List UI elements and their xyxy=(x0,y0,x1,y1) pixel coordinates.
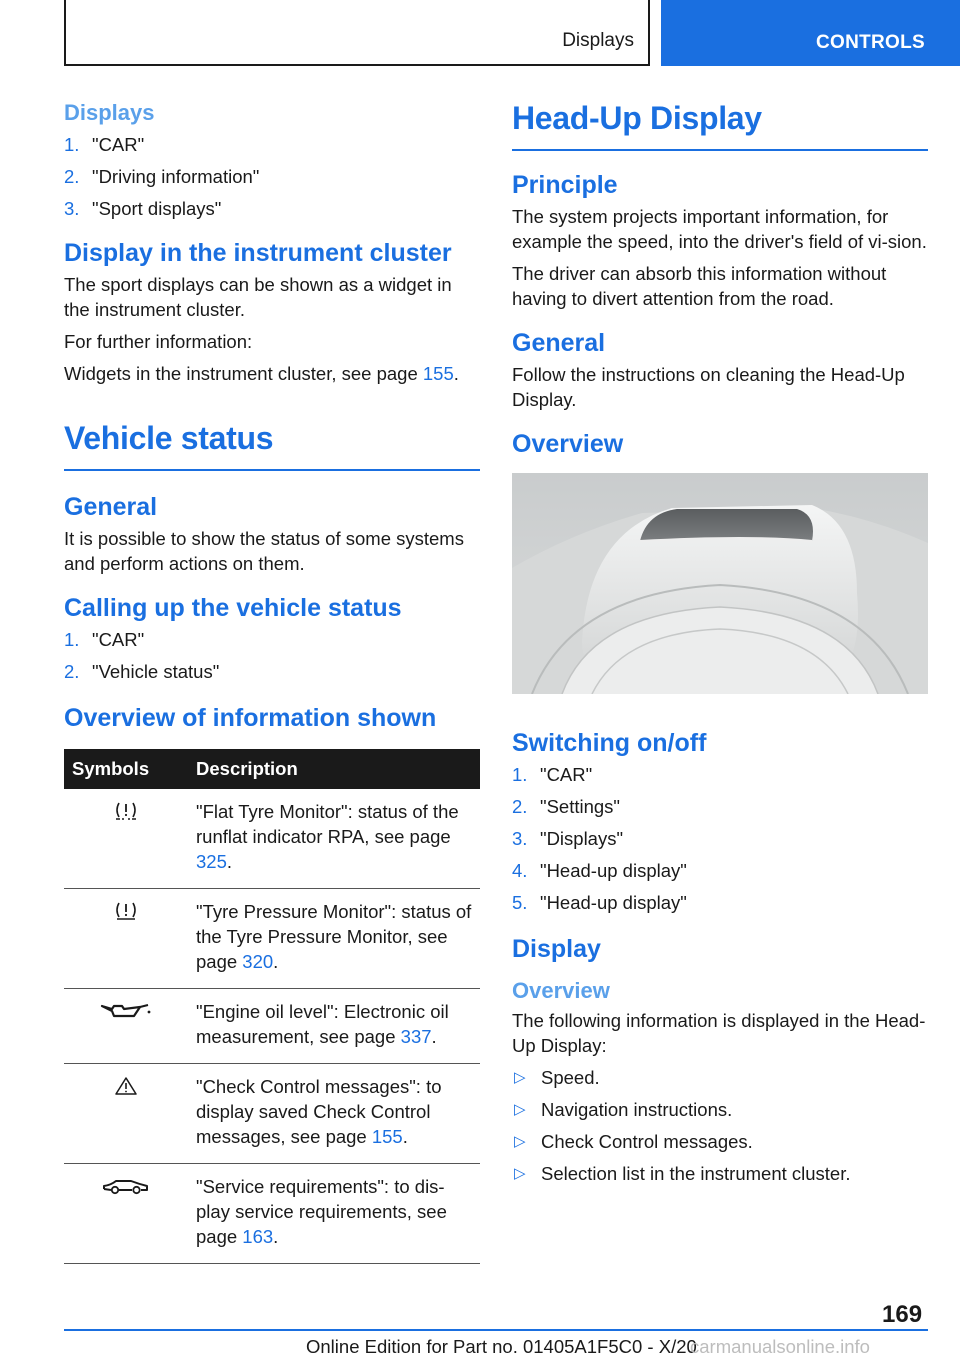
hud-title: Head-Up Display xyxy=(512,100,928,151)
overview-information-heading: Overview of information shown xyxy=(64,704,437,732)
left-column xyxy=(64,100,480,1264)
step-text: "Displays" xyxy=(540,828,624,849)
step-number: 2. xyxy=(64,661,80,682)
page-link-325[interactable]: 325 xyxy=(196,851,227,872)
oil-can-icon xyxy=(100,1001,152,1021)
edition-text: Online Edition for Part no. 01405A1F5C0 - X/20 xyxy=(306,1336,697,1357)
step-text: "CAR" xyxy=(92,629,145,650)
list-item xyxy=(512,1129,928,1154)
list-item xyxy=(512,890,928,915)
list-item xyxy=(512,794,928,819)
list-item xyxy=(512,1161,928,1186)
step-text: "Driving information" xyxy=(92,166,260,187)
cluster-paragraph-1: The sport displays can be shown as a widget in the instrument cluster. xyxy=(64,274,452,320)
cluster-heading: Display in the instrument cluster xyxy=(64,239,452,267)
overview-heading-right: Overview xyxy=(512,430,624,458)
switching-steps xyxy=(512,762,928,915)
header-section-title: Displays xyxy=(562,30,634,51)
page-link-155-table[interactable]: 155 xyxy=(371,1126,403,1147)
header-chapter-title: CONTROLS xyxy=(816,32,926,53)
description-text: "Service requirements": to dis-play service requirements, see page xyxy=(196,1176,447,1247)
step-text: "Sport displays" xyxy=(92,198,222,219)
step-number: 2. xyxy=(64,166,80,187)
bullet-text: Navigation instructions. xyxy=(541,1099,733,1120)
list-item xyxy=(512,826,928,851)
symbol-cell xyxy=(64,989,188,1064)
bullet-text: Check Control messages. xyxy=(541,1131,753,1152)
page-link-337[interactable]: 337 xyxy=(400,1026,432,1047)
general-heading-right: General xyxy=(512,329,606,357)
list-item xyxy=(512,762,928,787)
page-number: 169 xyxy=(882,1301,923,1328)
description-cell: "Engine oil level": Electronic oil measurement, see page 337. xyxy=(188,989,480,1064)
page-link-155[interactable]: 155 xyxy=(422,363,454,384)
calling-heading: Calling up the vehicle status xyxy=(64,594,402,622)
bullet-arrow-icon: ▷ xyxy=(514,1165,526,1182)
display-paragraph: The following information is displayed in the Head-Up Display: xyxy=(512,1010,926,1056)
step-number: 1. xyxy=(64,629,80,650)
cluster-paragraph-3: Widgets in the instrument cluster, see page 155. xyxy=(64,363,459,384)
list-item xyxy=(64,132,480,157)
list-item xyxy=(512,858,928,883)
tyre-pressure-warning-icon xyxy=(113,901,139,921)
bullet-text: Speed. xyxy=(541,1067,600,1088)
step-text: "Settings" xyxy=(540,796,620,817)
principle-paragraph-1: The system projects important information, for example the speed, into the driver's field of vi-sion. xyxy=(512,206,927,252)
symbol-cell xyxy=(64,889,188,989)
step-number: 2. xyxy=(512,796,528,817)
col-symbols: Symbols xyxy=(64,749,188,789)
step-number: 5. xyxy=(512,892,528,913)
general-paragraph-right: Follow the instructions on cleaning the Head-Up Display. xyxy=(512,364,905,410)
table-row xyxy=(64,1164,480,1264)
symbol-cell xyxy=(64,1064,188,1164)
display-heading: Display xyxy=(512,935,601,963)
step-text: "Head-up display" xyxy=(540,892,687,913)
step-number: 4. xyxy=(512,860,528,881)
header-chapter-tab xyxy=(661,0,960,66)
list-item xyxy=(512,1065,928,1090)
table-row xyxy=(64,989,480,1064)
service-car-icon xyxy=(101,1176,151,1196)
description-cell: "Check Control messages": to display saved Check Control messages, see page 155. xyxy=(188,1064,480,1164)
cluster-paragraph-2: For further information: xyxy=(64,331,253,352)
general-paragraph-left: It is possible to show the status of some systems and perform actions on them. xyxy=(64,528,464,574)
table-row xyxy=(64,789,480,889)
table-row xyxy=(64,889,480,989)
display-bullets xyxy=(512,1065,928,1186)
bullet-arrow-icon: ▷ xyxy=(514,1069,526,1086)
principle-heading: Principle xyxy=(512,171,618,199)
vehicle-status-title: Vehicle status xyxy=(64,420,480,471)
step-number: 1. xyxy=(64,134,80,155)
displays-heading: Displays xyxy=(64,100,155,125)
table-row xyxy=(64,1064,480,1164)
header-section-box xyxy=(64,0,650,66)
bullet-arrow-icon: ▷ xyxy=(514,1101,526,1118)
step-text: "Head-up display" xyxy=(540,860,687,881)
warning-triangle-icon xyxy=(114,1076,138,1096)
step-number: 1. xyxy=(512,764,528,785)
page-link-320[interactable]: 320 xyxy=(242,951,274,972)
right-column xyxy=(512,100,928,1193)
bullet-arrow-icon: ▷ xyxy=(514,1133,526,1150)
cluster-paragraph-3-text: Widgets in the instrument cluster, see page xyxy=(64,363,423,384)
step-text: "Vehicle status" xyxy=(92,661,220,682)
step-text: "CAR" xyxy=(92,134,145,155)
table-header-row xyxy=(64,749,480,789)
description-text: "Engine oil level": Electronic oil measurement, see page xyxy=(196,1001,449,1047)
list-item xyxy=(64,659,480,684)
description-cell: "Flat Tyre Monitor": status of the runflat indicator RPA, see page 325. xyxy=(188,789,480,889)
information-table xyxy=(64,749,480,1264)
flat-tyre-warning-icon xyxy=(113,801,139,821)
step-text: "CAR" xyxy=(540,764,593,785)
page-link-163[interactable]: 163 xyxy=(242,1226,274,1247)
description-cell: "Service requirements": to dis-play service requirements, see page 163. xyxy=(188,1164,480,1264)
general-heading-left: General xyxy=(64,493,158,521)
symbol-cell xyxy=(64,1164,188,1264)
list-item xyxy=(512,1097,928,1122)
displays-steps xyxy=(64,132,480,221)
description-cell: "Tyre Pressure Monitor": status of the Tyre Pressure Monitor, see page 320. xyxy=(188,889,480,989)
bullet-text: Selection list in the instrument cluster. xyxy=(541,1163,851,1184)
step-number: 3. xyxy=(64,198,80,219)
list-item xyxy=(64,196,480,221)
display-overview-heading: Overview xyxy=(512,978,610,1003)
step-number: 3. xyxy=(512,828,528,849)
head-up-display-photo xyxy=(512,473,928,694)
col-description: Description xyxy=(188,749,480,789)
symbol-cell xyxy=(64,789,188,889)
list-item xyxy=(64,164,480,189)
calling-steps xyxy=(64,627,480,684)
description-text: "Tyre Pressure Monitor": status of the Tyre Pressure Monitor, see page xyxy=(196,901,472,972)
switching-heading: Switching on/off xyxy=(512,729,707,757)
watermark: carmanualsonline.info xyxy=(690,1336,870,1357)
description-text: "Flat Tyre Monitor": status of the runflat indicator RPA, see page xyxy=(196,801,459,847)
footer-divider xyxy=(64,1329,928,1331)
list-item xyxy=(64,627,480,652)
description-text: "Check Control messages": to display saved Check Control messages, see page xyxy=(196,1076,442,1147)
principle-paragraph-2: The driver can absorb this information without having to divert attention from the road. xyxy=(512,263,887,309)
